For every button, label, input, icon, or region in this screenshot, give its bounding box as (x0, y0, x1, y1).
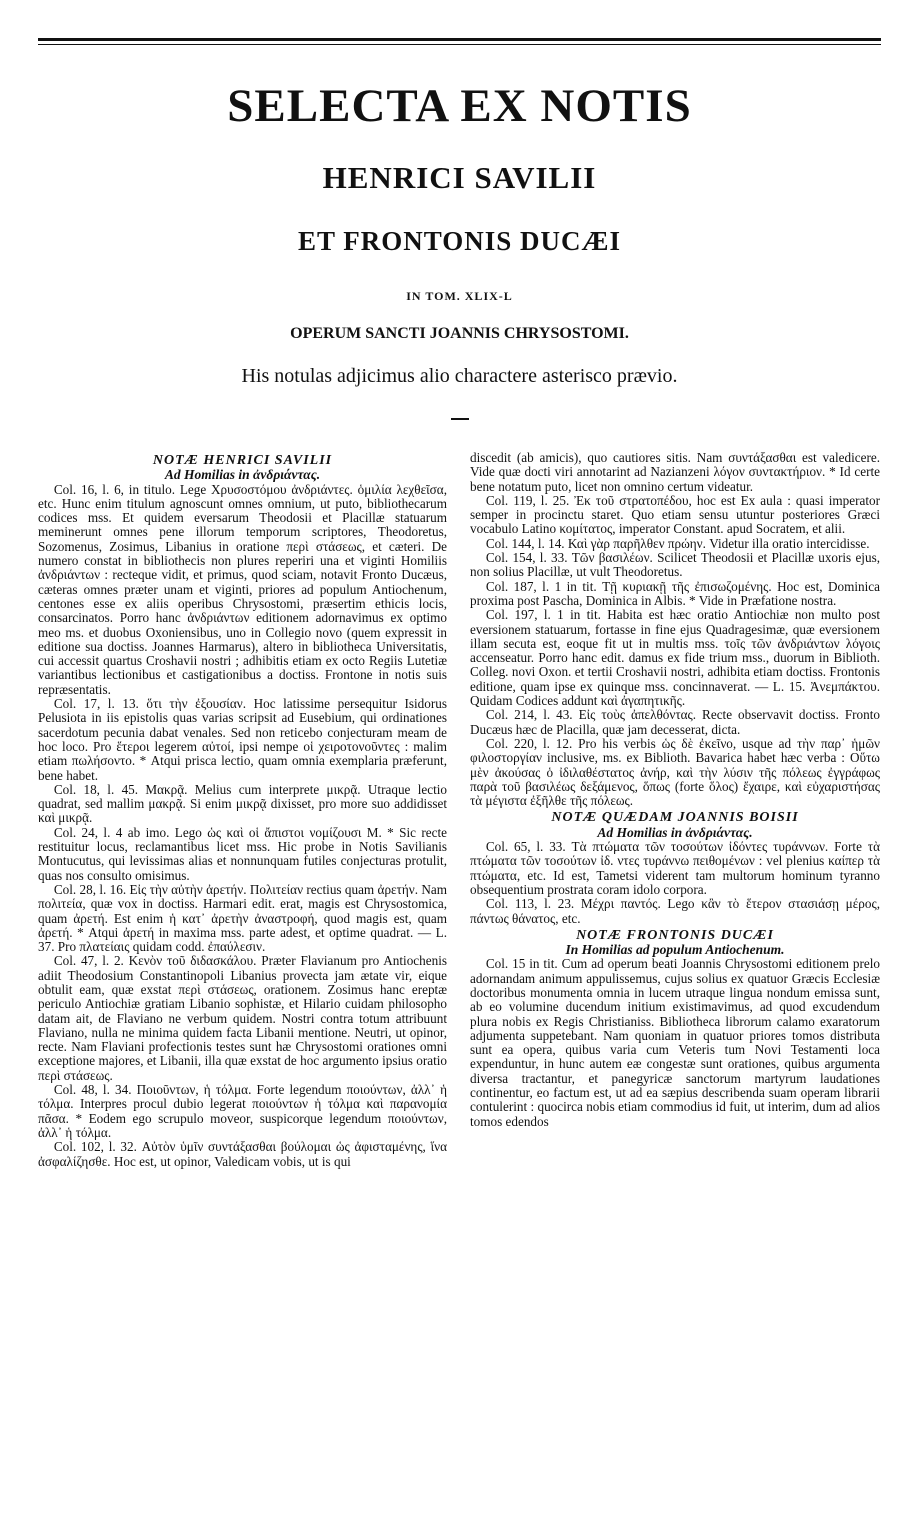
note-paragraph: Col. 47, l. 2. Κενὸν τοῦ διδασκάλου. Præter Flavianum pro Antiochenis adiit Theodosium Constantinopoli Libanius provecta jam ætate vir, eique obtulit eam, quæ exstat περὶ στάσεως, orationem. Zosimus hanc ereptæ periculo Antiochiæ gratiam Libanio sophistæ, et Hilario cuidam philosopho datam ait, de Flaviano ne verbum quidem. Nostri contra totum attribuunt Flaviano, nulla ne minima quidem facta Libanii mentione. Neutri, ut opinor, recte. Nam Flaviani profectionis testes sunt hæ Chrysostomi orationes omni exceptione majores, et Libanii, illa quæ exstat de hoc argumento ipsius oratio περὶ στάσεως. (38, 953, 447, 1083)
section-subheading-ducaeus: In Homilias ad populum Antiochenum. (565, 942, 785, 958)
note-paragraph: Col. 214, l. 43. Εἰς τοὺς ἀπελθόντας. Recte observavit doctiss. Fronto Ducæus hæc de Placilla, quæ jam decesserat, dicta. (470, 707, 880, 737)
note-paragraph: Col. 154, l. 33. Τῶν βασιλέων. Scilicet Theodosii et Placillæ uxoris ejus, non solius Placillæ, ut vult Theodoretus. (470, 550, 880, 580)
separator-dash (451, 418, 469, 420)
left-column (38, 451, 447, 1169)
top-rule-thin (38, 44, 881, 45)
note-paragraph: Col. 144, l. 14. Καὶ γὰρ παρῆλθεν πρώην. Videtur illa oratio intercidisse. (485, 535, 870, 551)
editor-note: His notulas adjicimus alio charactere asterisco prævio. (241, 365, 678, 387)
note-paragraph: Col. 197, l. 1 in tit. Habita est hæc oratio Antiochiæ non multo post eversionem statuarum, fortasse in fine ejus Quadragesimæ, quæ eversionem illam secuta est, eoque fit ut in multis mss. τοῖς τῶν ἀνδριάντων λόγοις accenseatur. Porro hanc edit. damus ex fide trium mss., duorum in Biblioth. Colleg. novi Oxon. et tertii Croshavii nostri, adhibita etiam doctiss. Frontonis editione, quam ipse ex quinque mss. concinnaverat. — L. 15. Ἀνεμπάκτου. Quidam Codices addunt καὶ ἀγαπητικῆς. (470, 607, 880, 709)
work-title: OPERUM SANCTI JOANNIS CHRYSOSTOMI. (290, 325, 629, 342)
top-rule (38, 38, 881, 41)
note-paragraph: Col. 119, l. 25. Ἐκ τοῦ στρατοπέδου, hoc est Ex aula : quasi imperator semper in procinctu staret. Quo etiam sensu utuntur posteriores Græci vocabulo Latino κομίτατος, imperator Constant. apud Socratem, et alii. (470, 492, 880, 537)
section-heading-ducaeus: NOTÆ FRONTONIS DUCÆI (576, 927, 774, 943)
right-column (470, 451, 880, 1129)
note-paragraph: Col. 18, l. 45. Μακρᾷ. Melius cum interprete μικρᾷ. Utraque lectio quadrat, sed mallim μακρᾷ. Si enim μικρᾷ dixisset, pro more suo addidisset καὶ μικρᾷ. (38, 781, 447, 826)
section-heading-boisius: NOTÆ QUÆDAM JOANNIS BOISII (551, 810, 799, 826)
note-paragraph: Col. 220, l. 12. Pro his verbis ὡς δὲ ἐκεῖνο, usque ad τὴν παρ᾽ ἡμῶν φιλοστοργίαν inclusive, ms. ex Biblioth. Bavarica habet hæc verba : Οὕτω μὲν ἀκούσας ὁ ἰδιλαθέστατος ἀνήρ, καὶ τὴν λύσιν τῆς πόλεως ἐγγράφως παρὰ τοῦ βασιλέως δεξάμενος, ὅπως (forte ὅλος) ἔχαιρε, καὶ εὐχαριστήσας τὰ μέγιστα ἐξῆλθε τῆς πόλεως. (470, 735, 880, 809)
note-paragraph: Col. 24, l. 4 ab imo. Lego ὡς καὶ οἱ ἄπιστοι νομίζουσι M. * Sic recte restituitur locus, reclamantibus licet mss. Hic probe in Notis Savilianis Montucutus, qui levissimas alias et nonnunquam futiles conjecturas protulit, quas nos consulto omisimus. (38, 824, 447, 883)
note-paragraph: Col. 113, l. 23. Μέχρι παντός. Lego κἂν τὸ ἕτερον στασιάσῃ μέρος, πάντως θάνατος, etc. (470, 896, 880, 926)
note-paragraph: Col. 28, l. 16. Εἰς τὴν αὐτὴν ἀρετήν. Πολιτείαν rectius quam ἀρετήν. Nam πολιτεία, quæ vox in doctiss. Harmari edit. erat, magis est Chrysostomica, quam ἀρετή. Est enim ἡ κατ᾽ ἀρετὴν ἀναστροφή, quod magis est, quam ἀρετή. * Atqui ἀρετή in maxima mss. parte adest, et optime quadrat. — L. 37. Pro πλατείαις quidam codd. ἐπαύλεσιν. (38, 881, 447, 955)
note-paragraph: Col. 16, l. 6, in titulo. Lege Χρυσοστόμου ἀνδριάντες. ὁμιλία λεχθεῖσα, etc. Hunc enim titulum agnoscunt omnes omnium, ut puto, bibliothecarum codices mss. Et quidem eversarum Theodosii et Placillæ statuarum meminerunt omnes pene illorum temporum scriptores, Theodoretus, Sozomenus, Zosimus, Libanius in oratione περὶ στάσεως, et cæteri. De numero constat in bibliothecis non plures reperiri una et viginti Homiliis ἀνδριάντων : recteque vidit, et primus, quod sciam, notavit Fronto Ducæus, cæteras omnes præter unam et viginti, priores ad populum Antiochenum, centones esse ex aliis operibus Chrysostomi, præsertim ethicis locis, consarcinatos. Porro hanc ἀνδριάντων editionem adornavimus ex optimo meo ms. et duobus Oxoniensibus, uno in Collegio novo (quem expressit in editione sua doctiss. Joannes Harmarus), altero in bibliotheca Universitatis, cui accessit quartus Croshavii nostri ; adhibitis etiam ex octo Regiis Lutetiæ variantibus lectionibus et castigationibus a doctiss. Frontone in notis suis repræsentatis. (38, 481, 447, 697)
note-paragraph: Col. 187, l. 1 in tit. Τῇ κυριακῇ τῆς ἐπισωζομένης. Hoc est, Dominica proxima post Pascha, Dominica in Albis. * Vide in Præfatione nostra. (470, 578, 880, 608)
note-paragraph: Col. 48, l. 34. Ποιοῦντων, ἡ τόλμα. Forte legendum ποιούντων, ἀλλ᾽ ἡ τόλμα. Interpres procul dubio legerat ποιούντων ἡ τόλμα καὶ παρανομία πᾶσα. * Eodem ego scrupulo moveor, suspicorque legendum ποιούντων, ἀλλ᾽ ἡ τόλμα. (38, 1082, 447, 1140)
note-paragraph: Col. 102, l. 32. Αὐτὸν ὑμῖν συντάξασθαι βούλομαι ὡς ἀφισταμένης, ἵνα ἀσφαλίζησθε. Hoc est, ut opinor, Valedicam vobis, ut is qui (38, 1139, 447, 1169)
section-heading-savilius: NOTÆ HENRICI SAVILII (152, 453, 333, 468)
note-paragraph: Col. 15 in tit. Cum ad operum beati Joannis Chrysostomi editionem prelo adornandam animum appulissemus, cujus solius ex quatuor Græcis Ecclesiæ doctoribus monumenta omnia in lucem utraque lingua nondum emissa sunt, ab eo volumine ducendum initium existimavimus, ad quod excudendum plura nobis ex Regis Christianiss. Bibliotheca librorum calamo exaratorum adjumenta suppetebant. Nam quoniam in quatuor priores tomos distributa sunt ea opera, quibus varia cum Veteris tum Novi Testamenti loca expenduntur, in hunc autem eæ congestæ sunt orationes, quibus argumenta diversa tractantur, et panegyricæ sanctorum martyrum laudationes continentur, eo factum est, ut ad ea sæpius describenda suam operam librarii contulerint : quocirca nobis etiam commodius id fuit, ut interim, dum ad alios tomos edendos (470, 956, 880, 1129)
note-paragraph: Col. 17, l. 13. ὅτι τὴν ἐξουσίαν. Hoc latissime persequitur Isidorus Pelusiota in iis epistolis quas varias scripsit ad Eusebium, qui ordinationes sacerdotum pecunia dabat venales. Sed non reticebo conjecturam meam de hoc loco. Pro ἕτεροι legerem αὐτοί, ipsi nempe οἱ χειροτονοῦντες : malim etiam πωλήσοντο. * Atqui prisca lectio, quam omnia exemplaria præferunt, bene habet. (38, 696, 447, 783)
section-subheading-boisius: Ad Homilias in ἀνδριάντας. (597, 824, 753, 840)
volume-line: IN TOM. XLIX-L (406, 289, 513, 303)
author-name-1: HENRICI SAVILII (322, 160, 597, 195)
page-title: SELECTA EX NOTIS (227, 80, 692, 132)
section-subheading-savilius: Ad Homilias in ἀνδριάντας. (164, 467, 321, 483)
note-paragraph-continued: discedit (ab amicis), quo cautiores sitis. Nam συντάξασθαι est valedicere. Vide quæ docti viri annotarint ad Nazianzeni λόγον συντακτήριον. * Id certe bene notatum puto, licet non omnino certum videatur. (470, 450, 880, 494)
note-paragraph: Col. 65, l. 33. Τὰ πτώματα τῶν τοσούτων ἰδόντες τυράννων. Forte τὰ πτώματα τῶν τοσούτων ἰδ. ντες τυράννω πειθομένων : vel plenius καίπερ τὰ πτώματα, etc. Id est, Tametsi viderent tam multorum hominum tyranno obsequentium prostrata coram idolo corpora. (470, 839, 880, 897)
author-name-2: ET FRONTONIS DUCÆI (297, 226, 622, 256)
